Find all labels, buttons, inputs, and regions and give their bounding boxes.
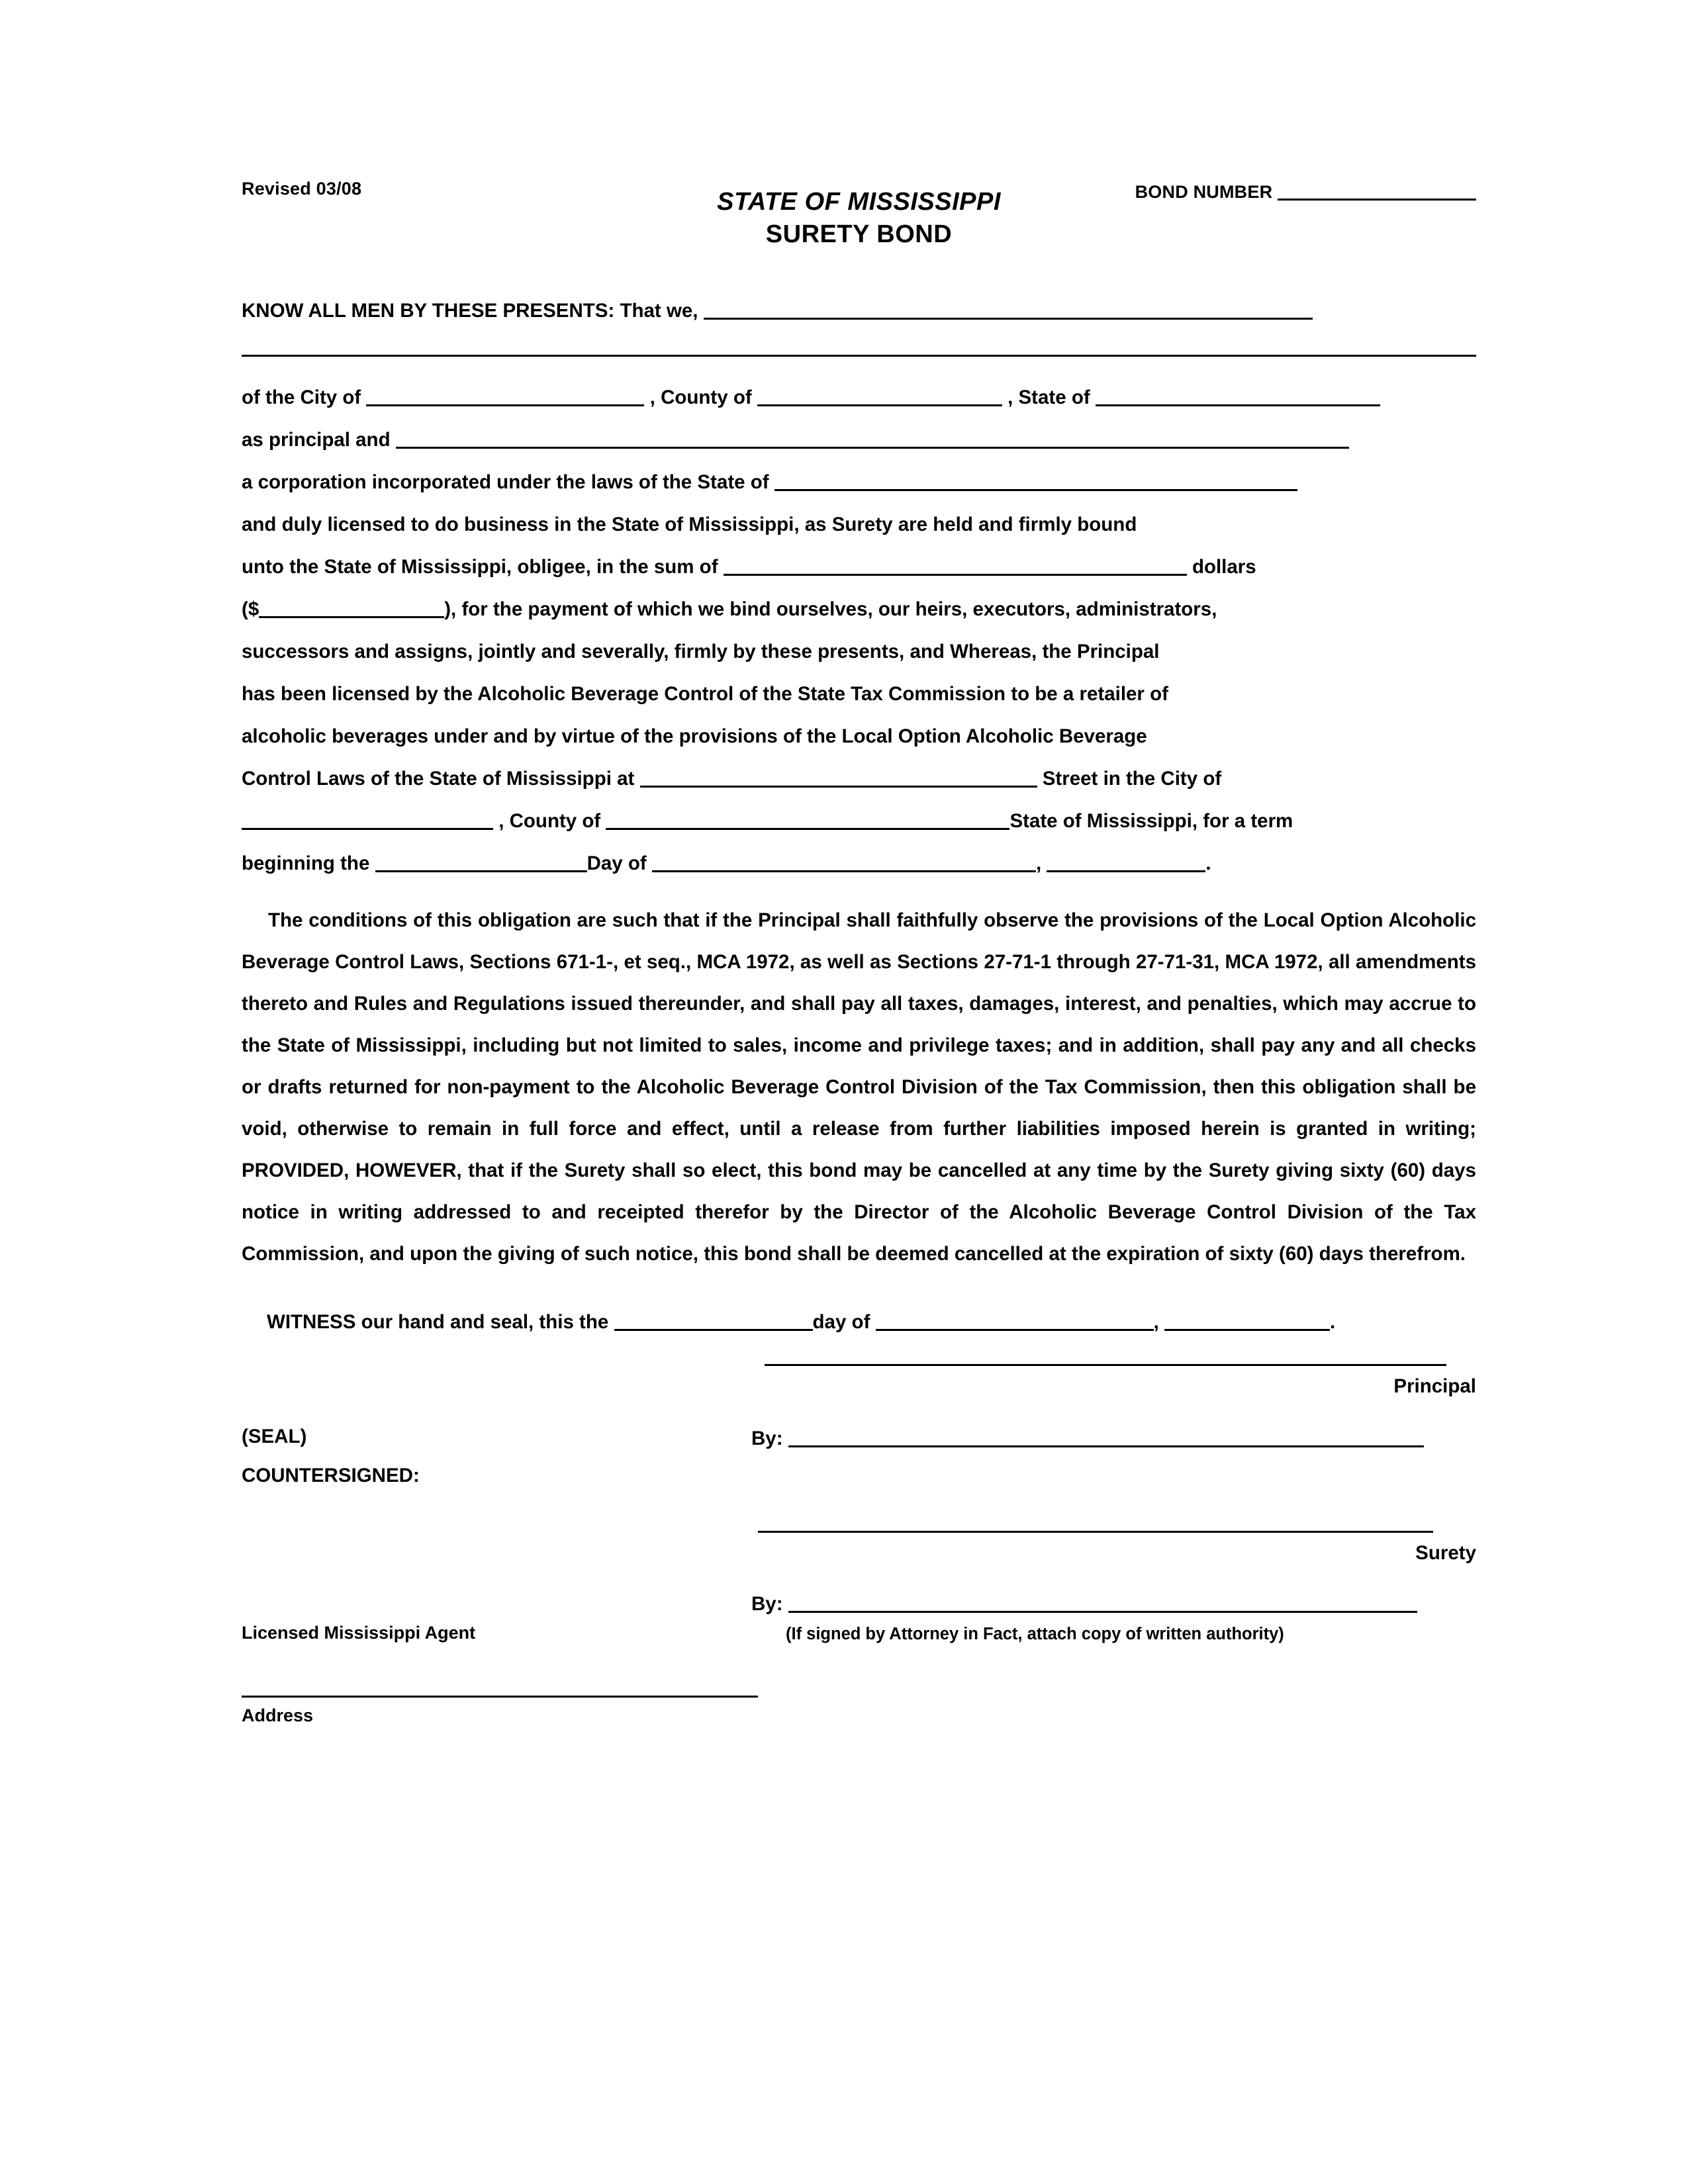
sum-line xyxy=(242,546,1476,588)
witness-month-blank[interactable] xyxy=(876,1309,1154,1331)
licensed-by-line: has been licensed by the Alcoholic Beverage Control of the State Tax Commission to be a retailer of xyxy=(242,683,1168,705)
surety-signature-line[interactable] xyxy=(758,1531,1433,1533)
agent-label: Licensed Mississippi Agent xyxy=(242,1623,476,1643)
corporation-line xyxy=(242,461,1476,504)
county2-label: , County of xyxy=(498,810,601,832)
licensed-line: and duly licensed to do business in the State of Mississippi, as Surety are held and firmly bound xyxy=(242,514,1137,535)
dollars-label: dollars xyxy=(1192,556,1256,578)
day-of-label: Day of xyxy=(586,852,647,874)
amount-line xyxy=(242,588,1476,631)
city-label: of the City of xyxy=(242,387,361,408)
address-line[interactable] xyxy=(242,1696,758,1698)
county-blank[interactable] xyxy=(757,385,1002,406)
by-label-surety: By: xyxy=(751,1593,783,1615)
address-label: Address xyxy=(242,1706,314,1725)
control-laws-label: Control Laws of the State of Mississippi at xyxy=(242,768,635,790)
seal-by-row xyxy=(242,1426,1476,1450)
sum-words-blank[interactable] xyxy=(724,554,1187,576)
surety-by-line xyxy=(751,1591,1476,1615)
beginning-label: beginning the xyxy=(242,852,370,874)
successors-line: successors and assigns, jointly and severally, firmly by these presents, and Whereas, the Principal xyxy=(242,641,1160,662)
principal-and-line xyxy=(242,419,1476,461)
principal-by-line xyxy=(751,1426,1476,1450)
witness-line: WITNESS our hand and seal, this the day of , . xyxy=(242,1309,1476,1334)
principal-label-right: Principal xyxy=(1393,1375,1476,1397)
seal-label: (SEAL) xyxy=(242,1426,307,1447)
city-county-term-line xyxy=(242,800,1476,842)
by-label-principal: By: xyxy=(751,1428,783,1449)
witness-day-of-label: day of xyxy=(812,1311,870,1333)
corporation-label: a corporation incorporated under the laws of the State of xyxy=(242,471,769,493)
street-label: Street in the City of xyxy=(1042,768,1222,790)
revised-date: Revised 03/08 xyxy=(242,179,362,199)
page-subtitle: SURETY BOND xyxy=(765,220,953,248)
city2-blank[interactable] xyxy=(242,808,493,830)
corporation-state-blank[interactable] xyxy=(774,469,1297,491)
principal-by-blank[interactable] xyxy=(788,1426,1424,1447)
beginning-year-blank[interactable] xyxy=(1047,850,1205,872)
bond-body xyxy=(242,290,1476,885)
county2-blank[interactable] xyxy=(606,808,1009,830)
surety-name-blank[interactable] xyxy=(396,427,1349,449)
bond-number-blank[interactable] xyxy=(1278,179,1476,201)
attorney-note: (If signed by Attorney in Fact, attach copy of written authority) xyxy=(786,1625,1284,1643)
street-line xyxy=(242,758,1476,800)
payment-text: ), for the payment of which we bind ourselves, our heirs, executors, administrators, xyxy=(444,598,1217,620)
surety-by-blank[interactable] xyxy=(788,1591,1417,1613)
street-blank[interactable] xyxy=(640,766,1037,788)
state-term-label: State of Mississippi, for a term xyxy=(1009,810,1293,832)
intro-line xyxy=(242,290,1476,332)
countersigned-label: COUNTERSIGNED: xyxy=(242,1465,420,1486)
unto-label: unto the State of Mississippi, obligee, in the sum of xyxy=(242,556,718,578)
surety-by-block xyxy=(751,1591,1476,1644)
alcoholic-line: alcoholic beverages under and by virtue of the provisions of the Local Option Alcoholic Beverage xyxy=(242,725,1147,747)
principal-name-blank[interactable] xyxy=(704,298,1313,320)
dollar-sign-label: ($ xyxy=(242,598,259,620)
page-title: STATE OF MISSISSIPPI xyxy=(717,188,1001,216)
conditions-paragraph: The conditions of this obligation are such that if the Principal shall faithfully observe the provisions of the Local Option Alcoholic Beverage Control Laws, Sections 671-1-, et seq., MCA 1972, as well as Sections 27-71-1 through 27-71-31, MCA 1972, all amendments thereto and Rules and Regulations issued thereunder, and shall pay all taxes, damages, interest, and penalties, which may accrue to the State of Mississippi, including but not limited to sales, income and privilege taxes; and in addition, shall pay any and all checks or drafts returned for non-payment to the Alcoholic Beverage Control Division of the Tax Commission, then this obligation shall be void, otherwise to remain in full force and effect, until a release from further liabilities imposed herein is granted in writing; PROVIDED, HOWEVER, that if the Surety shall so elect, this bond may be cancelled at any time by the Surety giving sixty (60) days notice in writing addressed to and receipted therefor by the Director of the Alcoholic Beverage Control Division of the Tax Commission, and upon the giving of such notice, this bond shall be deemed cancelled at the expiration of sixty (60) days therefrom. xyxy=(242,909,1476,1265)
witness-year-blank[interactable] xyxy=(1164,1309,1330,1331)
beginning-day-blank[interactable] xyxy=(375,850,587,872)
state-blank[interactable] xyxy=(1096,385,1380,406)
beginning-month-blank[interactable] xyxy=(652,850,1036,872)
surety-label-right: Surety xyxy=(1415,1542,1476,1564)
principal-signature-line[interactable] xyxy=(765,1364,1446,1366)
witness-label: WITNESS our hand and seal, this the xyxy=(267,1311,609,1333)
beginning-line: beginning the Day of , . xyxy=(242,842,1476,885)
bond-number-label: BOND NUMBER xyxy=(1135,182,1273,202)
witness-day-blank[interactable] xyxy=(614,1309,813,1331)
signature-area xyxy=(242,1364,1476,1726)
county-label: , County of xyxy=(649,387,752,408)
principal-name-blank-2[interactable] xyxy=(242,355,1476,357)
state-label: , State of xyxy=(1008,387,1090,408)
intro-text: KNOW ALL MEN BY THESE PRESENTS: That we, xyxy=(242,300,698,322)
bond-number-field xyxy=(1135,179,1476,203)
principal-label: as principal and xyxy=(242,429,391,451)
amount-blank[interactable] xyxy=(259,596,444,618)
city-county-state-line xyxy=(242,377,1476,419)
city-blank[interactable] xyxy=(366,385,644,406)
agent-by-row xyxy=(242,1591,1476,1644)
